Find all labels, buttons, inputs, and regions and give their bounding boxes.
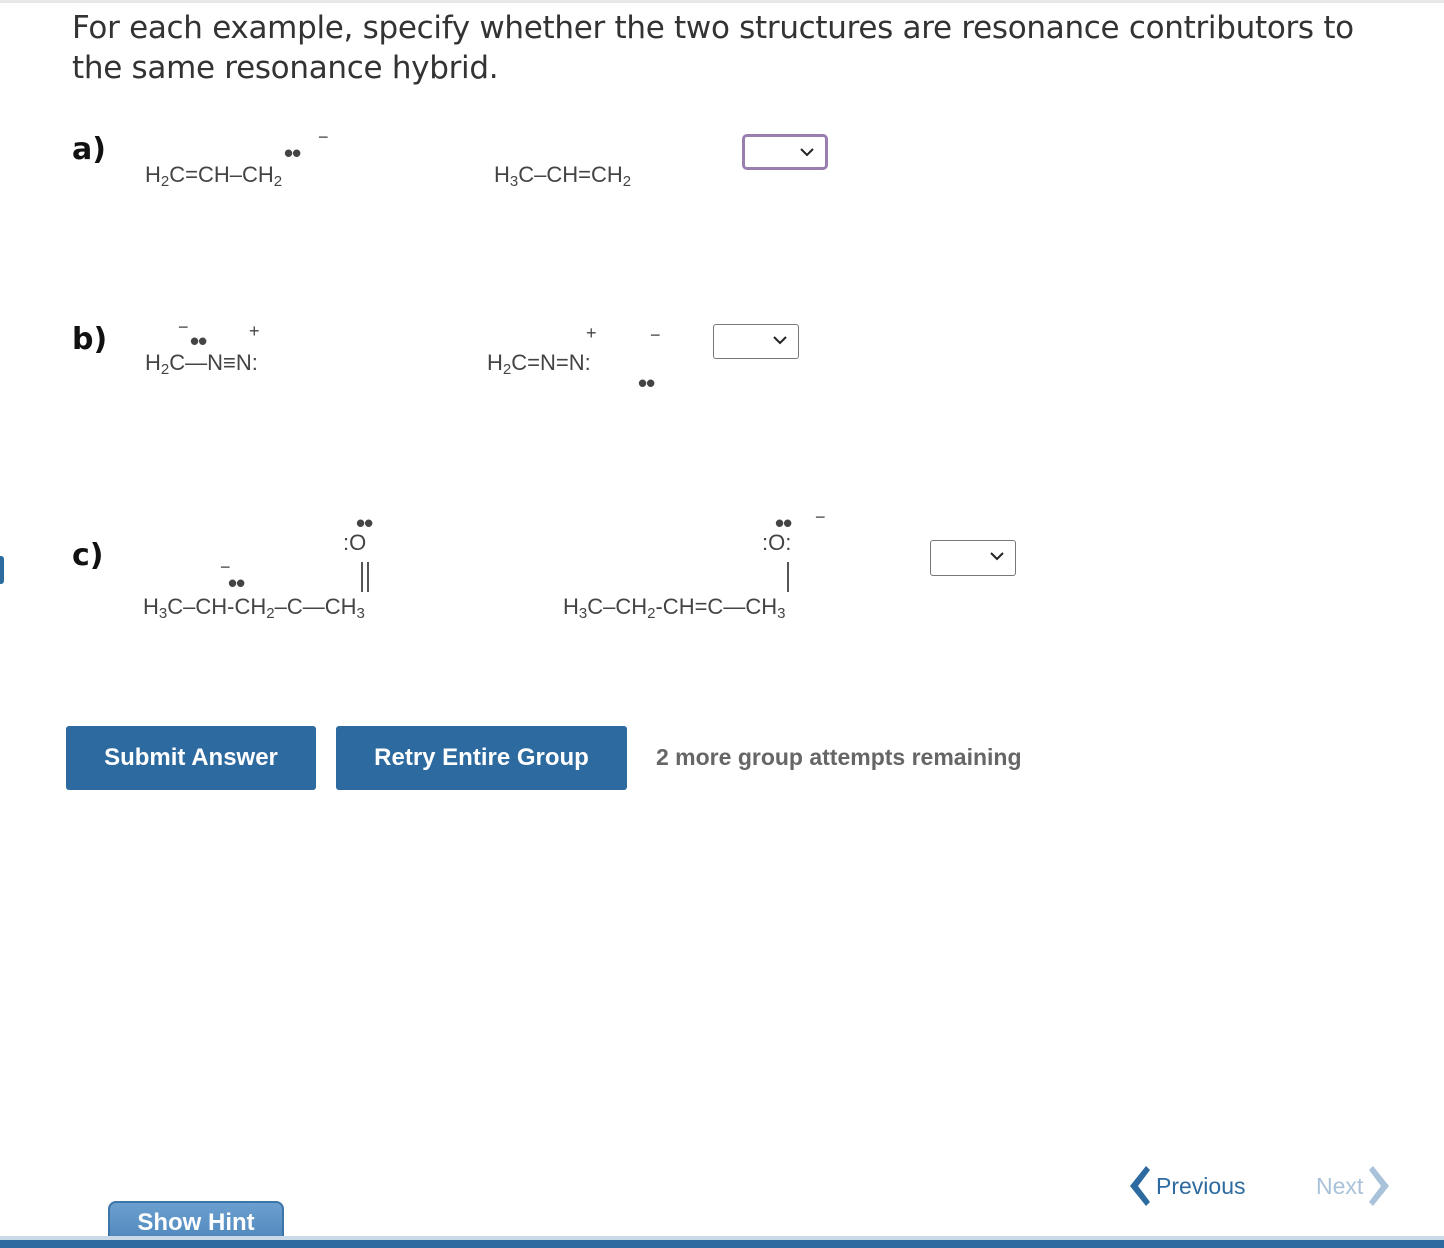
part-b2-lone-pair: •• xyxy=(638,368,655,398)
top-divider xyxy=(0,0,1444,3)
part-c2-oxygen-lone-pair: •• xyxy=(775,508,792,538)
part-c-structure-2: $H_3C-CH_2-CH=C—CH_3$ xyxy=(563,594,786,622)
attempts-remaining: 2 more group attempts remaining xyxy=(656,744,1022,770)
part-b-answer-select[interactable] xyxy=(713,324,799,359)
part-a-label: a) xyxy=(72,132,106,167)
chevron-right-icon xyxy=(1367,1164,1393,1208)
part-b-nitrogen-charge: + xyxy=(249,321,260,341)
part-c2-oxygen: :O: xyxy=(762,530,792,555)
part-c-carbanion-lone-pair: •• xyxy=(228,568,245,598)
part-b-structure-1: $H_2C—N\equiv N$: xyxy=(145,350,258,378)
part-c-carbonyl-bond-1 xyxy=(361,562,363,592)
submit-answer-button[interactable]: Submit Answer xyxy=(66,726,316,790)
part-c-oxygen: :O xyxy=(343,530,367,555)
chevron-down-icon xyxy=(989,549,1005,563)
part-c-answer-select[interactable] xyxy=(930,540,1016,576)
part-c-oxygen-lone-pair: •• xyxy=(356,508,373,538)
part-b-label: b) xyxy=(72,322,108,357)
part-a-answer-select[interactable] xyxy=(742,134,828,170)
show-hint-button[interactable]: Show Hint xyxy=(108,1201,284,1243)
previous-link[interactable] xyxy=(1126,1164,1249,1208)
part-c2-co-bond xyxy=(787,562,789,592)
footer-bar xyxy=(0,1240,1444,1248)
next-label: Next xyxy=(1316,1172,1364,1199)
question-text: For each example, specify whether the two structures are resonance contributors to the same resonance hybrid. xyxy=(72,10,1354,86)
chevron-down-icon xyxy=(772,333,788,347)
part-b2-nitrogen-charge: + xyxy=(586,323,597,343)
chevron-down-icon xyxy=(799,145,815,159)
part-b-structure-2: $H_2C=N=N$: xyxy=(487,350,591,378)
part-a-negative-charge: − xyxy=(318,127,329,147)
part-a-structure-2: $H_3C-CH=CH_2$ xyxy=(494,162,632,190)
next-link[interactable] xyxy=(1312,1164,1393,1208)
part-c-carbonyl-bond-2 xyxy=(367,562,369,592)
part-b2-terminal-charge: − xyxy=(650,325,661,345)
part-c2-oxygen-charge: − xyxy=(815,507,826,527)
part-a-structure-1: $H_2C=CH-CH_2$ xyxy=(145,162,283,190)
part-c-carbanion-charge: − xyxy=(220,557,231,577)
part-b-carbon-charge: − xyxy=(178,317,189,337)
left-edge-marker xyxy=(0,556,4,584)
previous-label: Previous xyxy=(1156,1172,1246,1199)
part-b-lone-pair: •• xyxy=(190,326,207,356)
part-c-structure-1: $H_3C-CH-CH_2-C—CH_3$ xyxy=(143,594,365,622)
part-c-label: c) xyxy=(72,538,104,573)
chevron-left-icon xyxy=(1126,1164,1152,1208)
part-a-lone-pair: •• xyxy=(284,138,301,168)
retry-entire-group-button[interactable]: Retry Entire Group xyxy=(336,726,627,790)
